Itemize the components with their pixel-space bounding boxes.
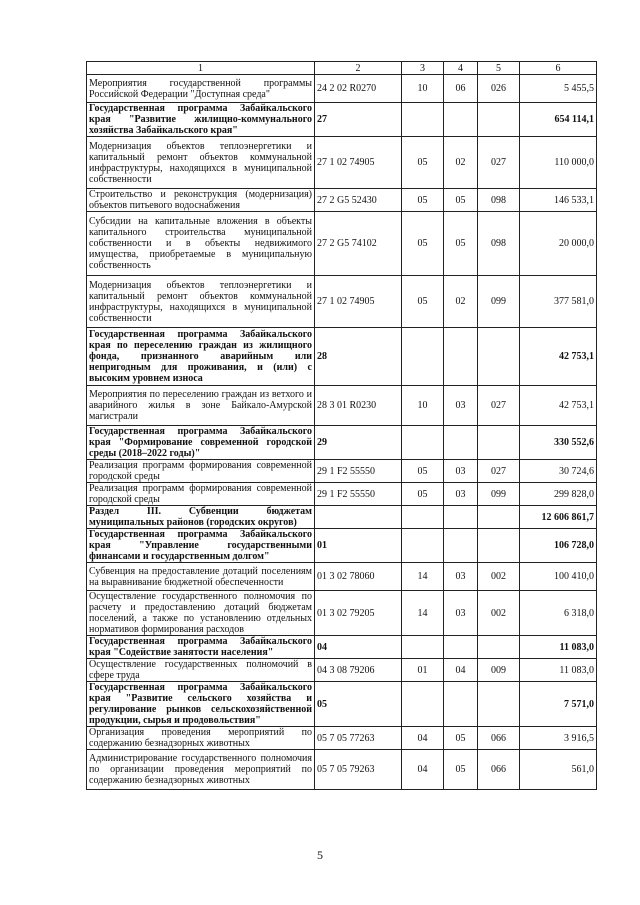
cell-expense-type: 002	[478, 563, 520, 591]
header-col-2: 2	[315, 62, 402, 75]
cell-amount: 12 606 861,7	[520, 506, 597, 529]
cell-amount: 299 828,0	[520, 483, 597, 506]
cell-name: Осуществление государственных полномочий в сфере труда	[87, 659, 315, 682]
cell-expense-type	[478, 682, 520, 727]
cell-code: 05 7 05 77263	[315, 727, 402, 750]
cell-subsection: 06	[444, 75, 478, 103]
cell-name: Мероприятия по переселению граждан из ветхого и аварийного жилья в зоне Байкало-Амурской магистрали	[87, 386, 315, 426]
table-row	[87, 483, 597, 506]
table-row	[87, 103, 597, 137]
cell-expense-type: 066	[478, 727, 520, 750]
cell-subsection: 04	[444, 659, 478, 682]
cell-expense-type: 026	[478, 75, 520, 103]
cell-amount: 100 410,0	[520, 563, 597, 591]
cell-name: Раздел III. Субвенции бюджетам муниципальных районов (городских округов)	[87, 506, 315, 529]
cell-amount: 20 000,0	[520, 212, 597, 276]
cell-amount: 3 916,5	[520, 727, 597, 750]
cell-name: Строительство и реконструкция (модернизация) объектов питьевого водоснабжения	[87, 189, 315, 212]
cell-subsection: 03	[444, 483, 478, 506]
cell-name: Государственная программа Забайкальского края "Управление государственными финансами и государственным долгом"	[87, 529, 315, 563]
cell-expense-type: 027	[478, 137, 520, 189]
cell-amount: 377 581,0	[520, 276, 597, 328]
cell-subsection	[444, 103, 478, 137]
table-row	[87, 426, 597, 460]
page-number: 5	[317, 848, 323, 862]
table-row	[87, 682, 597, 727]
cell-code: 27 1 02 74905	[315, 137, 402, 189]
cell-code: 04	[315, 636, 402, 659]
table-body	[87, 62, 597, 790]
cell-amount: 654 114,1	[520, 103, 597, 137]
cell-name: Государственная программа Забайкальского края "Развитие сельского хозяйства и регулирование рынков сельскохозяйственной продукции, сырья и продовольствия"	[87, 682, 315, 727]
table-row	[87, 529, 597, 563]
cell-amount: 561,0	[520, 750, 597, 790]
cell-name: Реализация программ формирования современной городской среды	[87, 460, 315, 483]
cell-subsection: 03	[444, 386, 478, 426]
cell-section: 10	[402, 386, 444, 426]
cell-section	[402, 506, 444, 529]
cell-name: Реализация программ формирования современной городской среды	[87, 483, 315, 506]
cell-expense-type	[478, 328, 520, 386]
header-col-4: 4	[444, 62, 478, 75]
table-row	[87, 276, 597, 328]
cell-expense-type: 099	[478, 483, 520, 506]
cell-expense-type: 099	[478, 276, 520, 328]
cell-expense-type: 002	[478, 591, 520, 636]
budget-table	[86, 61, 597, 790]
cell-name: Организация проведения мероприятий по содержанию безнадзорных животных	[87, 727, 315, 750]
cell-subsection: 05	[444, 212, 478, 276]
cell-name: Мероприятия государственной программы Российской Федерации "Доступная среда"	[87, 75, 315, 103]
cell-amount: 11 083,0	[520, 636, 597, 659]
cell-amount: 42 753,1	[520, 386, 597, 426]
cell-amount: 6 318,0	[520, 591, 597, 636]
cell-expense-type: 098	[478, 189, 520, 212]
cell-subsection: 05	[444, 750, 478, 790]
table-row	[87, 75, 597, 103]
cell-section	[402, 636, 444, 659]
table-row	[87, 727, 597, 750]
cell-code: 29 1 F2 55550	[315, 483, 402, 506]
cell-section	[402, 529, 444, 563]
cell-subsection: 03	[444, 460, 478, 483]
cell-subsection: 02	[444, 137, 478, 189]
cell-subsection	[444, 529, 478, 563]
cell-section: 05	[402, 212, 444, 276]
cell-amount: 330 552,6	[520, 426, 597, 460]
cell-code	[315, 506, 402, 529]
cell-subsection: 05	[444, 189, 478, 212]
table-row	[87, 659, 597, 682]
cell-section: 10	[402, 75, 444, 103]
cell-amount: 11 083,0	[520, 659, 597, 682]
cell-section	[402, 682, 444, 727]
cell-expense-type: 009	[478, 659, 520, 682]
cell-expense-type	[478, 103, 520, 137]
cell-amount: 42 753,1	[520, 328, 597, 386]
cell-expense-type	[478, 636, 520, 659]
table-row	[87, 328, 597, 386]
cell-code: 28 3 01 R0230	[315, 386, 402, 426]
cell-expense-type: 098	[478, 212, 520, 276]
table-row	[87, 189, 597, 212]
cell-section: 04	[402, 727, 444, 750]
cell-section: 04	[402, 750, 444, 790]
cell-name: Администрирование государственного полномочия по организации проведения мероприятий по содержанию безнадзорных животных	[87, 750, 315, 790]
cell-expense-type	[478, 529, 520, 563]
cell-code: 28	[315, 328, 402, 386]
cell-name: Субвенция на предоставление дотаций поселениям на выравнивание бюджетной обеспеченности	[87, 563, 315, 591]
cell-amount: 5 455,5	[520, 75, 597, 103]
cell-subsection	[444, 682, 478, 727]
cell-name: Модернизация объектов теплоэнергетики и капитальный ремонт объектов коммунальной инфраструктуры, находящихся в муниципальной собственности	[87, 276, 315, 328]
cell-section: 05	[402, 276, 444, 328]
cell-amount: 7 571,0	[520, 682, 597, 727]
table-row	[87, 750, 597, 790]
cell-section: 14	[402, 563, 444, 591]
cell-section	[402, 328, 444, 386]
cell-code: 04 3 08 79206	[315, 659, 402, 682]
cell-section	[402, 426, 444, 460]
header-col-5: 5	[478, 62, 520, 75]
cell-expense-type	[478, 426, 520, 460]
cell-section: 05	[402, 460, 444, 483]
cell-subsection	[444, 328, 478, 386]
cell-section	[402, 103, 444, 137]
cell-subsection: 03	[444, 563, 478, 591]
cell-name: Государственная программа Забайкальского края "Содействие занятости населения"	[87, 636, 315, 659]
table-row	[87, 636, 597, 659]
cell-section: 05	[402, 137, 444, 189]
cell-code: 27	[315, 103, 402, 137]
cell-code: 01 3 02 79205	[315, 591, 402, 636]
cell-expense-type: 066	[478, 750, 520, 790]
table-row	[87, 591, 597, 636]
cell-code: 24 2 02 R0270	[315, 75, 402, 103]
cell-code: 29	[315, 426, 402, 460]
cell-subsection: 02	[444, 276, 478, 328]
table-row	[87, 563, 597, 591]
cell-name: Субсидии на капитальные вложения в объекты капитального строительства муниципальной собственности и в объекты недвижимого имущества, приобретаемые в муниципальную собственность	[87, 212, 315, 276]
cell-amount: 30 724,6	[520, 460, 597, 483]
cell-subsection	[444, 426, 478, 460]
table-header-row	[87, 62, 597, 75]
cell-section: 01	[402, 659, 444, 682]
cell-amount: 110 000,0	[520, 137, 597, 189]
cell-name: Государственная программа Забайкальского края "Формирование современной городской среды (2018–2022 годы)"	[87, 426, 315, 460]
cell-expense-type	[478, 506, 520, 529]
table-row	[87, 386, 597, 426]
header-col-1: 1	[87, 62, 315, 75]
cell-code: 01 3 02 78060	[315, 563, 402, 591]
cell-section: 05	[402, 189, 444, 212]
cell-code: 01	[315, 529, 402, 563]
cell-subsection	[444, 636, 478, 659]
table-row	[87, 212, 597, 276]
cell-section: 14	[402, 591, 444, 636]
cell-name: Государственная программа Забайкальского края "Развитие жилищно-коммунального хозяйства Забайкальского края"	[87, 103, 315, 137]
cell-code: 27 1 02 74905	[315, 276, 402, 328]
cell-code: 05 7 05 79263	[315, 750, 402, 790]
cell-subsection	[444, 506, 478, 529]
cell-name: Модернизация объектов теплоэнергетики и капитальный ремонт объектов коммунальной инфраструктуры, находящихся в муниципальной собственности	[87, 137, 315, 189]
cell-subsection: 03	[444, 591, 478, 636]
cell-name: Осуществление государственного полномочия по расчету и предоставлению дотаций бюджетам поселений, а также по установлению отдельных нормативов формирования расходов	[87, 591, 315, 636]
header-col-3: 3	[402, 62, 444, 75]
cell-code: 27 2 G5 52430	[315, 189, 402, 212]
cell-expense-type: 027	[478, 386, 520, 426]
table-row	[87, 137, 597, 189]
cell-amount: 146 533,1	[520, 189, 597, 212]
cell-section: 05	[402, 483, 444, 506]
table-row	[87, 460, 597, 483]
cell-subsection: 05	[444, 727, 478, 750]
table-row	[87, 506, 597, 529]
cell-code: 05	[315, 682, 402, 727]
cell-expense-type: 027	[478, 460, 520, 483]
header-col-6: 6	[520, 62, 597, 75]
cell-code: 29 1 F2 55550	[315, 460, 402, 483]
cell-name: Государственная программа Забайкальского края по переселению граждан из жилищного фонда, признанного аварийным или непригодным для проживания, и (или) с высоким уровнем износа	[87, 328, 315, 386]
cell-amount: 106 728,0	[520, 529, 597, 563]
cell-code: 27 2 G5 74102	[315, 212, 402, 276]
